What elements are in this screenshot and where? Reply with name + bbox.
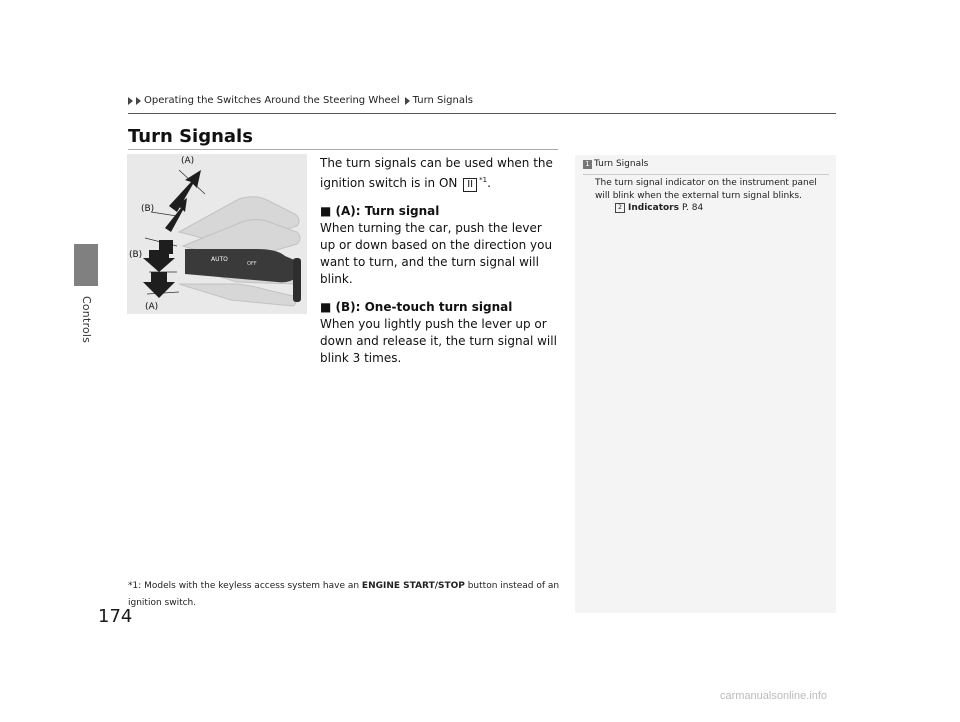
paragraph-b: When you lightly push the lever up or down and release it, the turn signal will blink 3 times.	[320, 317, 557, 365]
side-tab	[74, 244, 98, 286]
breadcrumb-item[interactable]: Turn Signals	[412, 95, 473, 106]
footnote	[128, 578, 564, 612]
intro-text: The turn signals can be used when the ignition switch is in ON	[320, 156, 553, 190]
intro-paragraph	[320, 155, 560, 192]
subhead-b: ■ (B): One-touch turn signal	[320, 300, 513, 314]
lever-illustration	[127, 154, 307, 314]
lever-auto-label: AUTO	[211, 256, 228, 263]
panel-title: Turn Signals	[594, 159, 649, 169]
figure-label-b-top: (B)	[141, 204, 155, 214]
header-rule	[128, 113, 836, 114]
note-marker-icon: 1	[583, 160, 592, 169]
panel-rule	[583, 174, 829, 175]
intro-end: .	[487, 176, 491, 190]
figure-label-a-top: (A)	[181, 156, 195, 166]
figure-label-a-bottom: (A)	[145, 302, 159, 312]
page-number: 174	[98, 606, 133, 627]
indicators-link[interactable]	[615, 203, 703, 213]
panel-text: The turn signal indicator on the instrument panel will blink when the external turn signal blinks.	[595, 178, 817, 201]
section-title: Turn Signals	[128, 126, 253, 147]
breadcrumb	[128, 95, 473, 106]
figure-label-b-bottom: (B)	[129, 250, 143, 260]
side-note-panel	[575, 155, 836, 613]
side-tab-label: Controls	[80, 296, 93, 344]
link-page[interactable]: P. 84	[681, 203, 704, 213]
title-rule	[128, 149, 558, 150]
breadcrumb-arrow-icon	[405, 97, 410, 105]
link-label[interactable]: Indicators	[628, 203, 679, 213]
footnote-button-name: ENGINE START/STOP	[361, 581, 465, 591]
paragraph-a: When turning the car, push the lever up or down based on the direction you want to turn, and the turn signal will blink.	[320, 221, 553, 286]
page-reference-icon: 2	[615, 203, 625, 213]
breadcrumb-arrow-icon	[136, 97, 141, 105]
footnote-text: *1: Models with the keyless access system have an	[128, 581, 362, 591]
body-text	[320, 155, 560, 367]
watermark: carmanualsonline.info	[720, 690, 828, 702]
footnote-ref: *1	[479, 176, 488, 184]
ignition-position-key: II	[463, 178, 477, 192]
footnote-text-end: button instead of an ignition switch.	[128, 581, 560, 608]
panel-heading	[583, 159, 648, 169]
turn-signal-lever-figure	[127, 154, 307, 314]
subhead-a: ■ (A): Turn signal	[320, 204, 440, 218]
lever-off-label: OFF	[247, 261, 257, 267]
breadcrumb-arrow-icon	[128, 97, 133, 105]
breadcrumb-item[interactable]: Operating the Switches Around the Steering Wheel	[144, 95, 400, 106]
